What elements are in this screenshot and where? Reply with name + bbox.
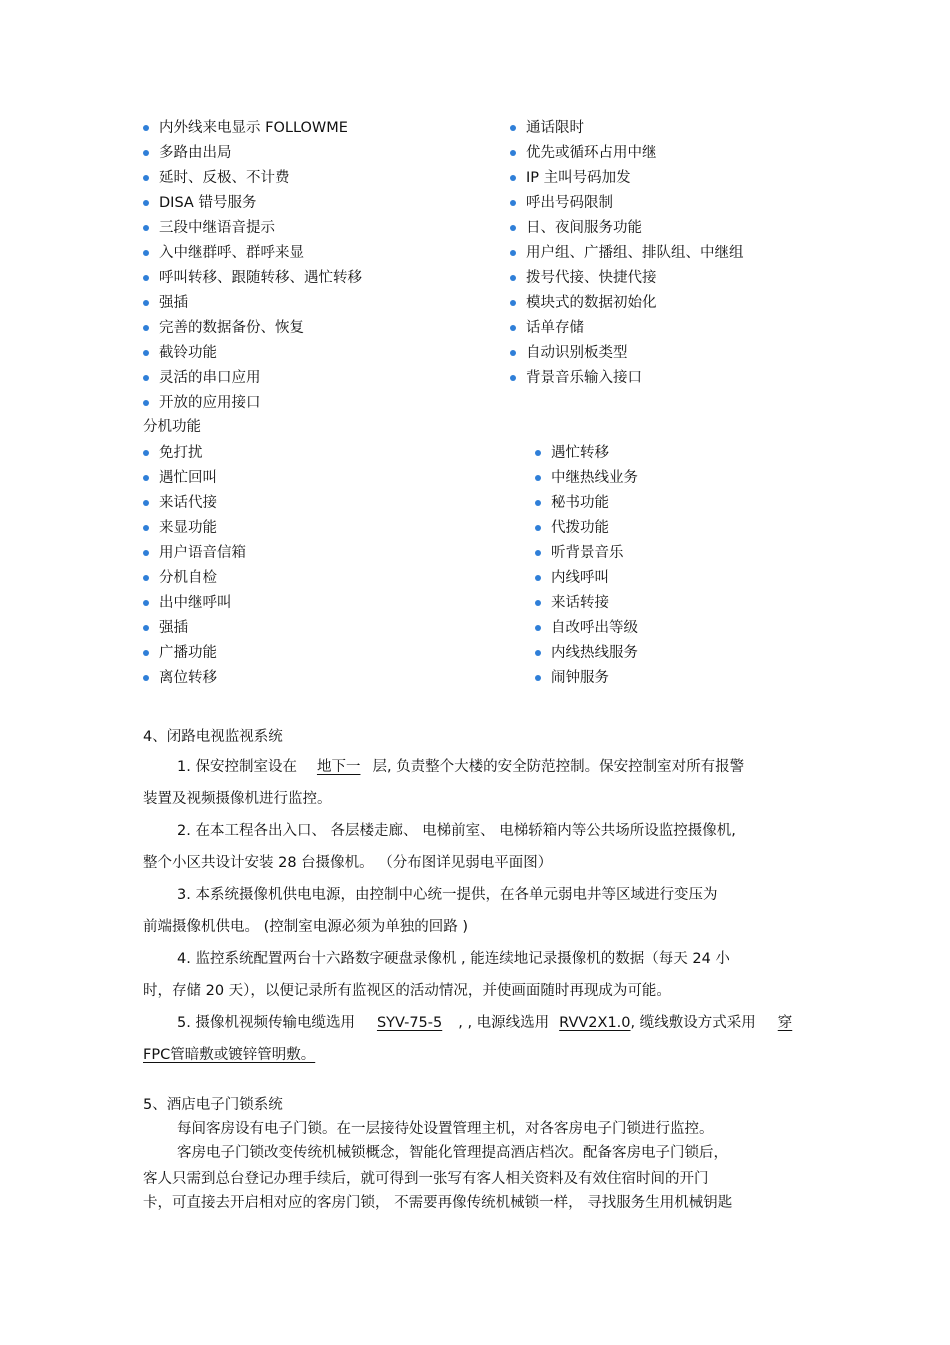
system-feature-item-label: 入中继群呼、群呼来显: [159, 245, 304, 261]
bullet-icon: [535, 675, 541, 681]
extension-feature-item-label: 中继热线业务: [551, 470, 638, 486]
section-4-paragraph-5: [177, 1013, 792, 1033]
bullet-icon: [143, 175, 149, 181]
system-feature-item-label: 三段中继语音提示: [159, 220, 275, 236]
section-4-paragraph-2: 2. 在本工程各出入口、 各层楼走廊、 电梯前室、 电梯轿箱内等公共场所设监控摄像机,: [177, 823, 736, 839]
system-feature-item-label: 话单存储: [526, 320, 584, 336]
section-4-paragraph-4-cont: 时，存储 20 天），以便记录所有监视区的活动情况，并使画面随时再现成为可能。: [143, 983, 671, 999]
extension-feature-item-label: 遇忙回叫: [159, 470, 217, 486]
bullet-icon: [143, 125, 149, 131]
section-4-paragraph-1-cont: 装置及视频摄像机进行监控。: [143, 791, 332, 807]
section-4-paragraph-3: 3. 本系统摄像机供电电源，由控制中心统一提供，在各单元弱电井等区域进行变压为: [177, 887, 718, 903]
system-feature-item-label: 自动识别板类型: [526, 345, 628, 361]
bullet-icon: [510, 150, 516, 156]
extension-feature-item-label: 秘书功能: [551, 495, 609, 511]
p1-text-b: 层, 负责整个大楼的安全防范控制。保安控制室对所有报警: [372, 759, 745, 775]
extension-feature-item-label: 分机自检: [159, 570, 217, 586]
section-5-title: 5、酒店电子门锁系统: [143, 1097, 283, 1113]
system-feature-item-label: 模块式的数据初始化: [526, 295, 657, 311]
section-5-line-4: 卡，可直接去开启相对应的客房门锁， 不需要再像传统机械锁一样， 寻找服务生用机械钥匙: [143, 1195, 733, 1211]
section-5-line-3: 客人只需到总台登记办理手续后，就可得到一张写有客人相关资料及有效住宿时间的开门: [143, 1171, 709, 1187]
bullet-icon: [143, 525, 149, 531]
section-4-title: 4、闭路电视监视系统: [143, 729, 283, 745]
bullet-icon: [535, 450, 541, 456]
bullet-icon: [510, 250, 516, 256]
bullet-icon: [143, 550, 149, 556]
bullet-icon: [143, 450, 149, 456]
bullet-icon: [143, 650, 149, 656]
bullet-icon: [535, 600, 541, 606]
system-feature-item-label: 用户组、广播组、排队组、中继组: [526, 245, 744, 261]
bullet-icon: [535, 650, 541, 656]
system-feature-item-label: IP 主叫号码加发: [526, 170, 631, 186]
p5-underlined-cable: SYV-75-5: [376, 1015, 443, 1031]
extension-feature-item-label: 出中继呼叫: [159, 595, 232, 611]
bullet-icon: [510, 275, 516, 281]
extension-functions-heading: 分机功能: [143, 419, 201, 435]
extension-feature-item-label: 免打扰: [159, 445, 203, 461]
system-feature-item-label: 呼叫转移、跟随转移、遇忙转移: [159, 270, 362, 286]
section-4-paragraph-5-cont: [143, 1045, 315, 1065]
system-feature-item-label: 优先或循环占用中继: [526, 145, 657, 161]
system-feature-item-label: DISA 错号服务: [159, 195, 257, 211]
system-feature-item-label: 背景音乐输入接口: [526, 370, 642, 386]
extension-feature-item-label: 听背景音乐: [551, 545, 624, 561]
extension-feature-item-label: 广播功能: [159, 645, 217, 661]
extension-feature-item-label: 内线热线服务: [551, 645, 638, 661]
extension-feature-item-label: 代拨功能: [551, 520, 609, 536]
extension-feature-item-label: 闹钟服务: [551, 670, 609, 686]
bullet-icon: [510, 200, 516, 206]
system-feature-item-label: 完善的数据备份、恢复: [159, 320, 304, 336]
p5-text-c: , 缆线敷设方式采用: [630, 1015, 756, 1031]
bullet-icon: [143, 225, 149, 231]
p5-text-a: 5. 摄像机视频传输电缆选用: [177, 1015, 355, 1031]
bullet-icon: [535, 475, 541, 481]
extension-feature-item-label: 离位转移: [159, 670, 217, 686]
bullet-icon: [143, 400, 149, 406]
section-4-paragraph-3-cont: 前端摄像机供电。 (控制室电源必须为单独的回路 ): [143, 919, 469, 935]
bullet-icon: [143, 325, 149, 331]
extension-feature-item-label: 来显功能: [159, 520, 217, 536]
extension-feature-item-label: 来话代接: [159, 495, 217, 511]
bullet-icon: [510, 175, 516, 181]
bullet-icon: [143, 250, 149, 256]
system-feature-item-label: 拨号代接、快捷代接: [526, 270, 657, 286]
extension-feature-item-label: 用户语音信箱: [159, 545, 246, 561]
bullet-icon: [143, 475, 149, 481]
bullet-icon: [143, 375, 149, 381]
bullet-icon: [535, 625, 541, 631]
p1-underlined-floor: 地下一: [316, 759, 361, 775]
bullet-icon: [143, 300, 149, 306]
bullet-icon: [143, 200, 149, 206]
bullet-icon: [535, 550, 541, 556]
system-feature-item-label: 呼出号码限制: [526, 195, 613, 211]
p5-text-b: , , 电源线选用: [458, 1015, 550, 1031]
p1-text-a: 1. 保安控制室设在: [177, 759, 297, 775]
system-feature-item-label: 通话限时: [526, 120, 584, 136]
bullet-icon: [143, 150, 149, 156]
system-feature-item-label: 延时、反极、不计费: [159, 170, 290, 186]
bullet-icon: [510, 325, 516, 331]
bullet-icon: [143, 575, 149, 581]
bullet-icon: [510, 350, 516, 356]
section-4-paragraph-1: [177, 757, 744, 777]
bullet-icon: [143, 675, 149, 681]
bullet-icon: [535, 525, 541, 531]
system-feature-item-label: 多路由出局: [159, 145, 232, 161]
bullet-icon: [535, 500, 541, 506]
extension-feature-item-label: 强插: [159, 620, 188, 636]
bullet-icon: [510, 375, 516, 381]
system-feature-item-label: 日、夜间服务功能: [526, 220, 642, 236]
bullet-icon: [143, 500, 149, 506]
bullet-icon: [143, 625, 149, 631]
system-feature-item-label: 开放的应用接口: [159, 395, 261, 411]
system-feature-item-label: 截铃功能: [159, 345, 217, 361]
section-5-line-2: 客房电子门锁改变传统机械锁概念，智能化管理提高酒店档次。配备客房电子门锁后，: [177, 1145, 728, 1161]
system-feature-item-label: 强插: [159, 295, 188, 311]
bullet-icon: [143, 275, 149, 281]
bullet-icon: [510, 225, 516, 231]
bullet-icon: [143, 600, 149, 606]
extension-feature-item-label: 遇忙转移: [551, 445, 609, 461]
section-4-paragraph-2-cont: 整个小区共设计安装 28 台摄像机。 （分布图详见弱电平面图）: [143, 855, 553, 871]
section-5-line-1: 每间客房设有电子门锁。在一层接待处设置管理主机，对各客房电子门锁进行监控。: [177, 1121, 714, 1137]
bullet-icon: [143, 350, 149, 356]
p5-underlined-method: 穿: [777, 1015, 793, 1031]
system-feature-item-label: 内外线来电显示 FOLLOWME: [159, 120, 348, 136]
extension-feature-item-label: 自改呼出等级: [551, 620, 638, 636]
extension-feature-item-label: 来话转接: [551, 595, 609, 611]
section-4-paragraph-4: 4. 监控系统配置两台十六路数字硬盘录像机 , 能连续地记录摄像机的数据（每天 24 小: [177, 951, 730, 967]
p5-underlined-method-cont: FPC管暗敷或镀锌管明敷。: [143, 1047, 316, 1063]
bullet-icon: [535, 575, 541, 581]
extension-feature-item-label: 内线呼叫: [551, 570, 609, 586]
bullet-icon: [510, 125, 516, 131]
system-feature-item-label: 灵活的串口应用: [159, 370, 261, 386]
p5-underlined-power-cable: RVV2X1.0: [559, 1015, 631, 1031]
bullet-icon: [510, 300, 516, 306]
